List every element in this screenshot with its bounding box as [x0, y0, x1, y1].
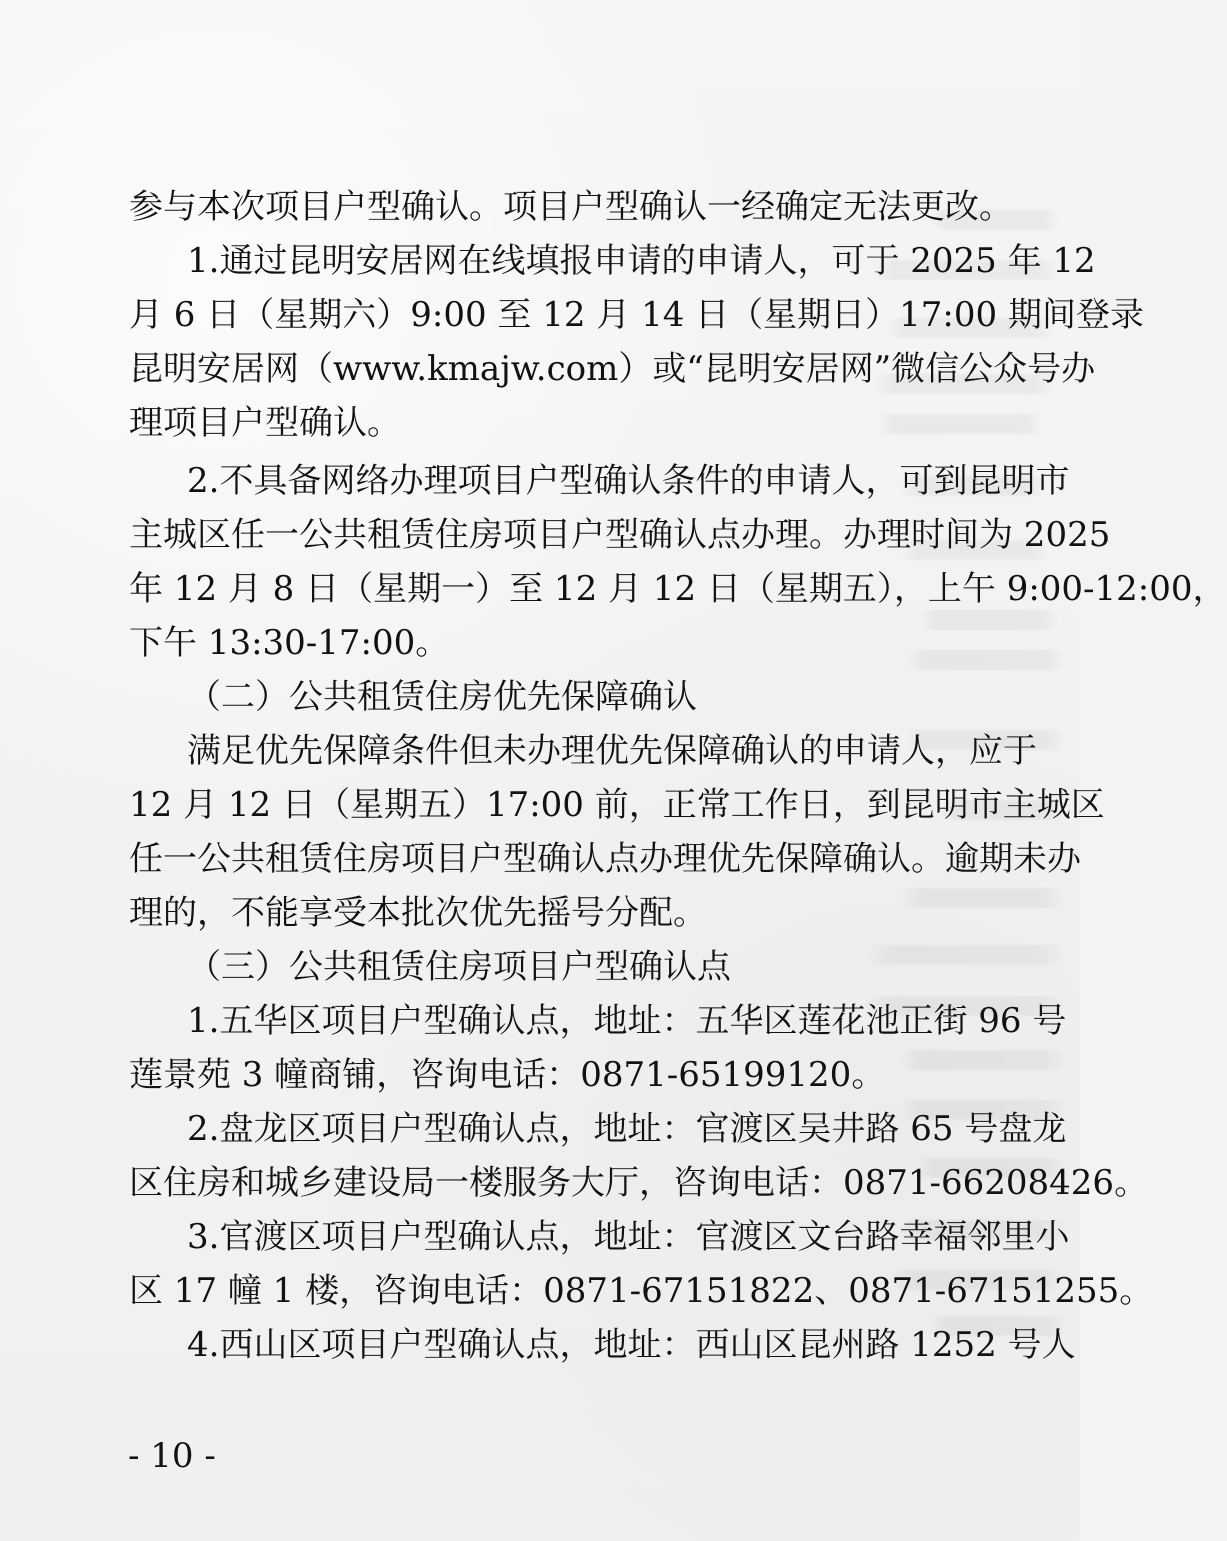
text-line-10: 满足优先保障条件但未办理优先保障确认的申请人，应于 [187, 731, 1037, 771]
text-line-8: 年 12 月 8 日（星期一）至 12 月 12 日（星期五），上午 9:00-12:00， [129, 569, 1227, 609]
text-line-1: 参与本次项目户型确认。项目户型确认一经确定无法更改。 [129, 187, 1013, 227]
text-line-5: 理项目户型确认。 [129, 403, 401, 443]
text-line-13: 理的，不能享受本批次优先摇号分配。 [129, 893, 707, 933]
text-line-20: 4.西山区项目户型确认点，地址：西山区昆州路 1252 号人 [187, 1325, 1076, 1365]
text-line-14: 1.五华区项目户型确认点，地址：五华区莲花池正街 96 号 [187, 1001, 1067, 1041]
text-line-19: 区 17 幢 1 楼，咨询电话：0871-67151822、0871-67151255。 [129, 1271, 1154, 1311]
text-line-2: 1.通过昆明安居网在线填报申请的申请人，可于 2025 年 12 [187, 241, 1096, 281]
text-line-15: 莲景苑 3 幢商铺，咨询电话：0871-65199120。 [129, 1055, 886, 1095]
text-line-4: 昆明安居网（www.kmajw.com）或“昆明安居网”微信公众号办 [129, 349, 1096, 389]
page-number: - 10 - [128, 1436, 216, 1476]
text-line-17: 区住房和城乡建设局一楼服务大厅，咨询电话：0871-66208426。 [129, 1163, 1149, 1203]
text-line-9: 下午 13:30-17:00。 [129, 623, 450, 663]
text-line-6: 2.不具备网络办理项目户型确认条件的申请人，可到昆明市 [187, 461, 1070, 501]
text-line-12: 任一公共租赁住房项目户型确认点办理优先保障确认。逾期未办 [129, 839, 1081, 879]
text-line-16: 2.盘龙区项目户型确认点，地址：官渡区吴井路 65 号盘龙 [187, 1109, 1067, 1149]
section-heading-2: （二）公共租赁住房优先保障确认 [187, 677, 697, 717]
text-line-7: 主城区任一公共租赁住房项目户型确认点办理。办理时间为 2025 [129, 515, 1111, 555]
text-line-11: 12 月 12 日（星期五）17:00 前，正常工作日，到昆明市主城区 [129, 785, 1105, 825]
text-line-18: 3.官渡区项目户型确认点，地址：官渡区文台路幸福邻里小 [187, 1217, 1070, 1257]
text-line-3: 月 6 日（星期六）9:00 至 12 月 14 日（星期日）17:00 期间登录 [129, 295, 1144, 335]
section-heading-3: （三）公共租赁住房项目户型确认点 [187, 947, 731, 987]
